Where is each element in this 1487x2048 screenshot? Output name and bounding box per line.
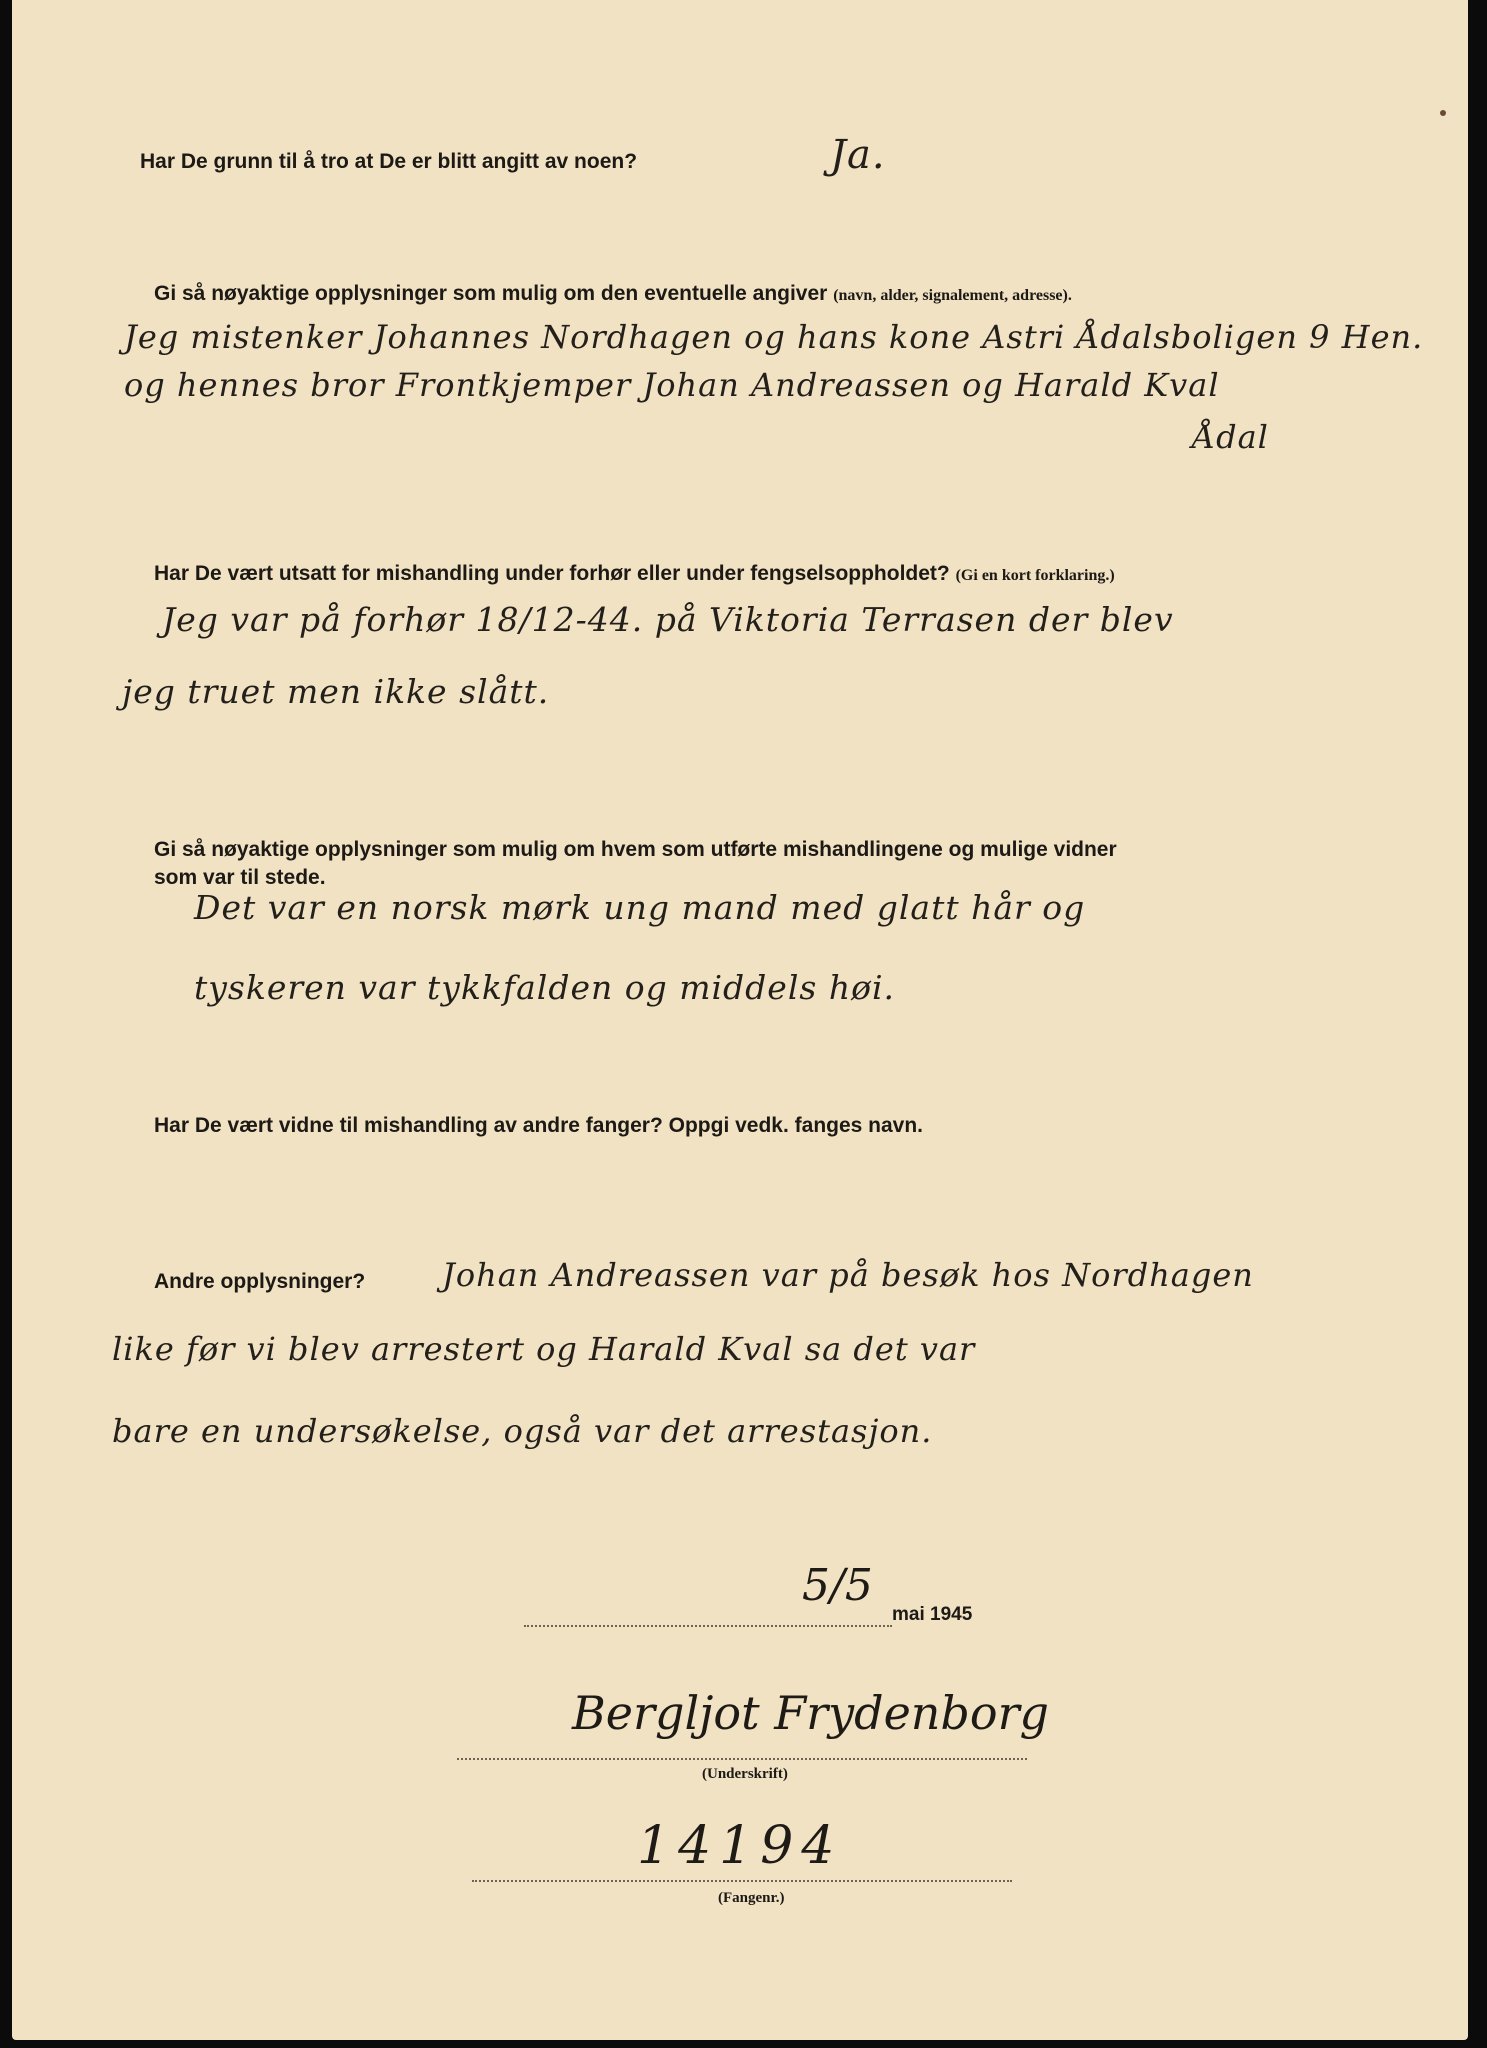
signature-dotted-line bbox=[457, 1758, 1027, 1760]
question-mistreatment-text: Har De vært utsatt for mishandling under forhør eller under fengselsoppholdet? bbox=[154, 562, 950, 585]
prisoner-number: 14194 bbox=[637, 1816, 843, 1876]
question-denounced: Har De grunn til å tro at De er blitt angitt av noen? bbox=[140, 150, 638, 173]
question-other-info: Andre opplysninger? bbox=[154, 1270, 366, 1293]
prisoner-dotted-line bbox=[472, 1880, 1012, 1882]
signature-caption: (Underskrift) bbox=[702, 1766, 788, 1782]
question-mistreatment bbox=[154, 562, 1115, 586]
question-perpetrators-line-2: som var til stede. bbox=[154, 866, 326, 889]
prisoner-caption: (Fangenr.) bbox=[718, 1890, 785, 1906]
answer-perpetrators-line-2: tyskeren var tykkfalden og middels høi. bbox=[194, 968, 895, 1007]
question-informer-details bbox=[154, 282, 1072, 306]
date-handwritten: 5/5 bbox=[802, 1560, 873, 1611]
answer-mistreatment-line-1: Jeg var på forhør 18/12-44. på Viktoria Terrasen der blev bbox=[162, 600, 1174, 639]
question-informer-note: (navn, alder, signalement, adresse). bbox=[833, 287, 1072, 304]
question-informer-text: Gi så nøyaktige opplysninger som mulig om den eventuelle angiver bbox=[154, 282, 828, 305]
answer-informer-line-2: og hennes bror Frontkjemper Johan Andreassen og Harald Kval bbox=[124, 366, 1220, 404]
answer-informer-line-3: Ådal bbox=[1192, 418, 1269, 456]
answer-mistreatment-line-2: jeg truet men ikke slått. bbox=[122, 672, 550, 711]
date-printed: mai 1945 bbox=[892, 1604, 973, 1625]
answer-other-line-3: bare en undersøkelse, også var det arrestasjon. bbox=[112, 1412, 933, 1450]
answer-perpetrators-line-1: Det var en norsk mørk ung mand med glatt hår og bbox=[194, 888, 1086, 927]
document-page bbox=[12, 0, 1468, 2040]
question-mistreatment-note: (Gi en kort forklaring.) bbox=[955, 567, 1115, 584]
signature: Bergljot Frydenborg bbox=[572, 1686, 1050, 1740]
question-perpetrators-line-1: Gi så nøyaktige opplysninger som mulig om hvem som utførte mishandlingene og mulige vidner bbox=[154, 838, 1117, 861]
date-dotted-line bbox=[524, 1625, 892, 1627]
answer-denounced: Ja. bbox=[830, 132, 886, 178]
question-witness: Har De vært vidne til mishandling av andre fanger? Oppgi vedk. fanges navn. bbox=[154, 1114, 924, 1137]
answer-other-line-1: Johan Andreassen var på besøk hos Nordhagen bbox=[442, 1256, 1254, 1294]
paper-speck bbox=[1440, 110, 1446, 116]
answer-informer-line-1: Jeg mistenker Johannes Nordhagen og hans kone Astri Ådalsboligen 9 Hen. bbox=[124, 318, 1424, 356]
answer-other-line-2: like før vi blev arrestert og Harald Kval sa det var bbox=[112, 1330, 976, 1368]
